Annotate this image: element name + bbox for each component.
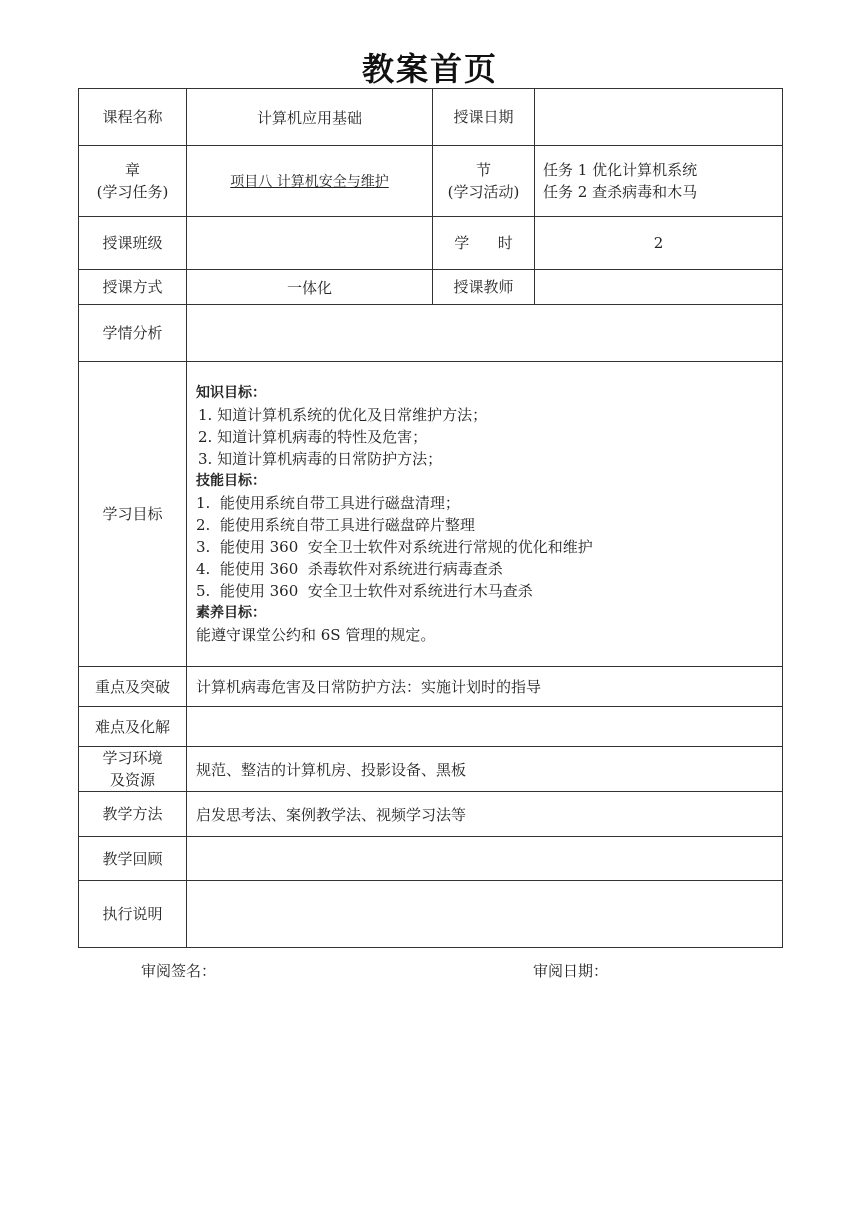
hours-value: 2	[535, 217, 783, 270]
skill-item: 1. 能使用系统自带工具进行磁盘清理；	[196, 494, 460, 512]
lesson-plan-table	[78, 88, 783, 948]
skill-item: 4. 能使用 360 杀毒软件对系统进行病毒查杀	[196, 560, 503, 578]
class-value	[187, 217, 433, 270]
row-review	[79, 837, 783, 881]
skill-item: 3. 能使用 360 安全卫士软件对系统进行常规的优化和维护	[196, 538, 593, 556]
knowledge-item: 3. 知道计算机病毒的日常防护方法；	[198, 450, 443, 468]
class-label: 授课班级	[79, 217, 187, 270]
environment-value: 规范、整洁的计算机房、投影设备、黑板	[187, 747, 783, 792]
course-name-value: 计算机应用基础	[187, 89, 433, 146]
row-course	[79, 89, 783, 146]
objectives-content	[187, 362, 783, 667]
analysis-value	[187, 305, 783, 362]
teaching-method-label: 教学方法	[79, 792, 187, 837]
row-objectives	[79, 362, 783, 667]
row-environment	[79, 747, 783, 792]
chapter-label-line1: 章	[124, 161, 140, 179]
chapter-value-cell	[187, 146, 433, 217]
method-value: 一体化	[187, 270, 433, 305]
skill-item: 2. 能使用系统自带工具进行磁盘碎片整理	[196, 516, 475, 534]
review-signature-label: 审阅签名：	[141, 962, 217, 980]
teach-date-value	[535, 89, 783, 146]
row-analysis	[79, 305, 783, 362]
section-task-2: 任务 2 查杀病毒和木马	[543, 183, 698, 201]
review-value	[187, 837, 783, 881]
knowledge-heading: 知识目标：	[196, 385, 266, 401]
row-key-points	[79, 667, 783, 707]
row-method	[79, 270, 783, 305]
chapter-label	[79, 146, 187, 217]
teach-date-label: 授课日期	[433, 89, 535, 146]
quality-heading: 素养目标：	[196, 605, 266, 621]
execution-value	[187, 881, 783, 948]
teacher-label: 授课教师	[433, 270, 535, 305]
hours-label: 学 时	[433, 217, 535, 270]
objectives-label: 学习目标	[79, 362, 187, 667]
review-label: 教学回顾	[79, 837, 187, 881]
difficulties-label: 难点及化解	[79, 707, 187, 747]
teacher-value	[535, 270, 783, 305]
page-title: 教案首页	[361, 50, 498, 88]
knowledge-item: 1. 知道计算机系统的优化及日常维护方法；	[198, 406, 488, 424]
chapter-value: 项目八 计算机安全与维护	[230, 174, 389, 190]
section-task-1: 任务 1 优化计算机系统	[543, 161, 698, 179]
teaching-method-value: 启发思考法、案例教学法、视频学习法等	[187, 792, 783, 837]
difficulties-value	[187, 707, 783, 747]
method-label: 授课方式	[79, 270, 187, 305]
row-class	[79, 217, 783, 270]
environment-label-line1: 学习环境	[102, 749, 163, 767]
row-chapter	[79, 146, 783, 217]
section-label-line1: 节	[475, 161, 491, 179]
execution-label: 执行说明	[79, 881, 187, 948]
key-points-label: 重点及突破	[79, 667, 187, 707]
environment-label	[79, 747, 187, 792]
section-label	[433, 146, 535, 217]
section-tasks	[535, 146, 783, 217]
row-teaching-method	[79, 792, 783, 837]
review-date-label: 审阅日期：	[533, 962, 609, 980]
environment-label-line2: 及资源	[109, 771, 155, 789]
analysis-label: 学情分析	[79, 305, 187, 362]
chapter-label-line2: (学习任务)	[96, 183, 169, 201]
key-points-value: 计算机病毒危害及日常防护方法：实施计划时的指导	[187, 667, 783, 707]
course-name-label: 课程名称	[79, 89, 187, 146]
skill-heading: 技能目标：	[196, 473, 266, 489]
section-label-line2: (学习活动)	[447, 183, 520, 201]
knowledge-item: 2. 知道计算机病毒的特性及危害；	[198, 428, 428, 446]
row-execution	[79, 881, 783, 948]
skill-item: 5. 能使用 360 安全卫士软件对系统进行木马查杀	[196, 582, 533, 600]
quality-item: 能遵守课堂公约和 6S 管理的规定。	[196, 626, 436, 644]
row-difficulties	[79, 707, 783, 747]
